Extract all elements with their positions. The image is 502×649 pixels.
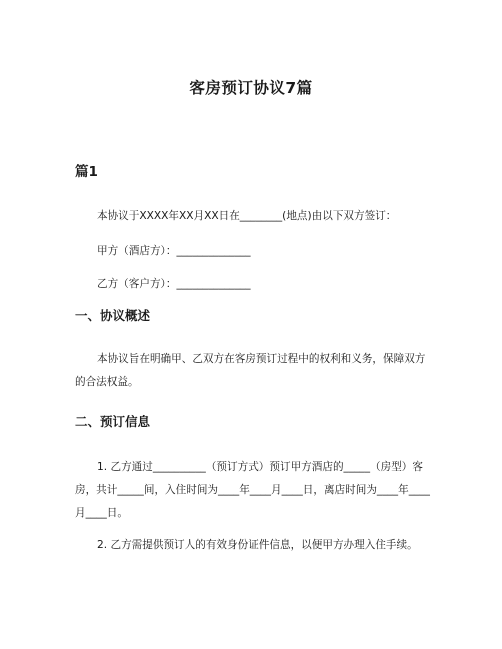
booking-item-2: 2. 乙方需提供预订人的有效身份证件信息，以便甲方办理入住手续。 — [97, 539, 418, 551]
booking-item-1: 1. 乙方通过__________（预订方式）预订甲方酒店的_____（房型）客房，共计_____间，入住时间为____年____月____日，离店时间为____年____月____日。 — [75, 461, 430, 519]
party-a-line: 甲方（酒店方）：______________ — [97, 245, 251, 257]
section-heading-booking: 二、预订信息 — [75, 414, 151, 429]
agreement-intro: 本协议于XXXX年XX月XX日在________(地点)由以下双方签订： — [97, 210, 397, 222]
overview-paragraph: 本协议旨在明确甲、乙双方在客房预订过程中的权利和义务，保障双方的合法权益。 — [75, 353, 426, 388]
section-heading-overview: 一、协议概述 — [75, 308, 151, 323]
document-title: 客房预订协议7篇 — [189, 79, 313, 97]
party-b-line: 乙方（客户方）：______________ — [97, 278, 251, 290]
section-heading-pian1: 篇1 — [75, 164, 98, 180]
